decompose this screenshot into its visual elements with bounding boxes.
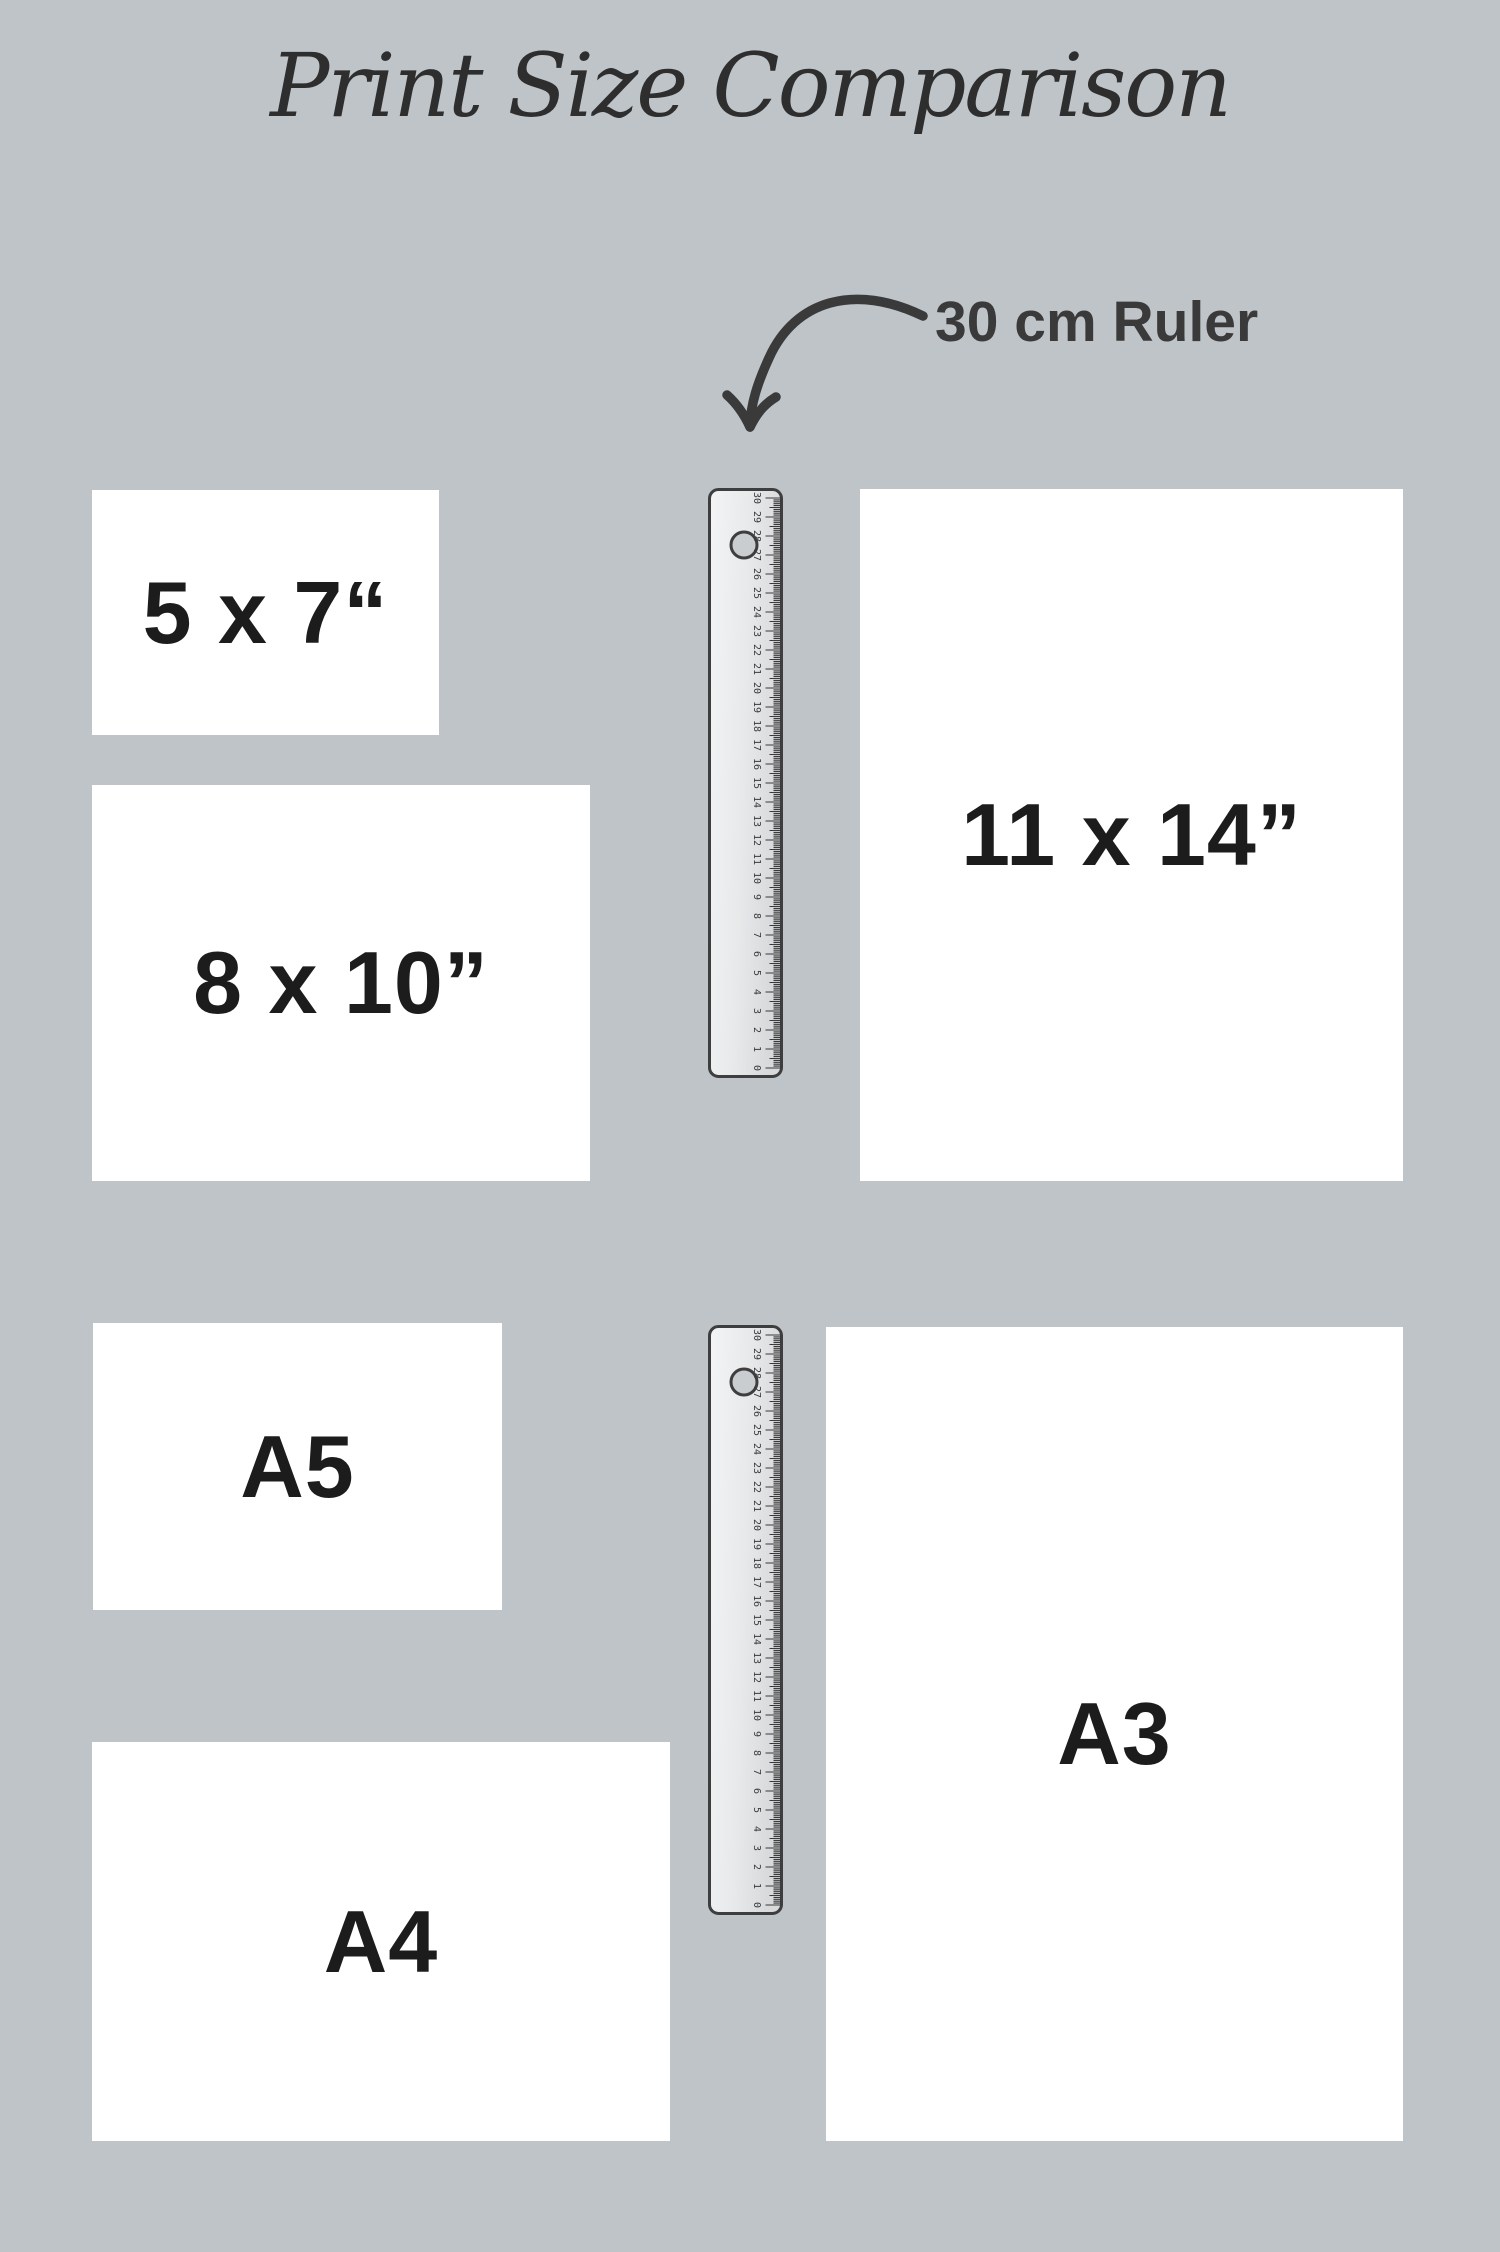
svg-text:7: 7 [751, 931, 762, 939]
svg-text:12: 12 [751, 833, 762, 847]
ruler-30cm-top [708, 488, 783, 1078]
svg-text:20: 20 [751, 1518, 762, 1532]
svg-text:9: 9 [751, 1730, 762, 1738]
svg-text:18: 18 [751, 719, 762, 733]
svg-text:21: 21 [751, 1499, 762, 1513]
svg-text:10: 10 [751, 1708, 762, 1722]
svg-text:23: 23 [751, 624, 762, 638]
svg-text:26: 26 [751, 1404, 762, 1418]
svg-text:16: 16 [751, 757, 762, 771]
svg-text:11: 11 [751, 1689, 762, 1703]
svg-text:29: 29 [751, 510, 762, 524]
svg-text:30: 30 [751, 1328, 762, 1342]
ruler-30cm-bottom [708, 1325, 783, 1915]
svg-text:4: 4 [751, 1825, 762, 1833]
svg-text:4: 4 [751, 988, 762, 996]
svg-text:0: 0 [751, 1064, 762, 1072]
curved-arrow-icon [703, 280, 931, 442]
svg-text:15: 15 [751, 1613, 762, 1627]
print-size-label-11x14: 11 x 14” [961, 785, 1302, 884]
svg-text:22: 22 [751, 1480, 762, 1494]
svg-text:9: 9 [751, 893, 762, 901]
svg-text:24: 24 [751, 1442, 762, 1456]
svg-text:8: 8 [751, 1749, 762, 1757]
svg-text:13: 13 [751, 814, 762, 828]
print-card-11x14 [860, 489, 1403, 1181]
svg-text:24: 24 [751, 605, 762, 619]
svg-text:21: 21 [751, 662, 762, 676]
print-size-label-a4: A4 [323, 1891, 439, 1991]
print-size-label-a3: A3 [1057, 1684, 1172, 1783]
print-card-5x7 [92, 490, 439, 735]
print-card-a5 [93, 1323, 502, 1610]
svg-text:26: 26 [751, 567, 762, 581]
svg-text:5: 5 [751, 1806, 762, 1814]
svg-text:16: 16 [751, 1594, 762, 1608]
svg-text:23: 23 [751, 1461, 762, 1475]
print-card-8x10 [92, 785, 590, 1181]
page-title: Print Size Comparison [270, 34, 1230, 137]
svg-text:14: 14 [751, 1632, 762, 1646]
svg-text:15: 15 [751, 776, 762, 790]
svg-text:10: 10 [751, 871, 762, 885]
svg-text:25: 25 [751, 1423, 762, 1437]
svg-text:22: 22 [751, 643, 762, 657]
print-size-label-a5: A5 [240, 1416, 355, 1516]
svg-text:27: 27 [751, 548, 762, 562]
print-size-label-8x10: 8 x 10” [193, 933, 489, 1032]
svg-text:13: 13 [751, 1651, 762, 1665]
svg-text:27: 27 [751, 1385, 762, 1399]
ruler-annotation-label: 30 cm Ruler [935, 290, 1259, 354]
svg-text:25: 25 [751, 586, 762, 600]
svg-text:1: 1 [751, 1882, 762, 1890]
svg-text:12: 12 [751, 1670, 762, 1684]
svg-text:17: 17 [751, 738, 762, 752]
svg-text:6: 6 [751, 1787, 762, 1795]
svg-text:19: 19 [751, 700, 762, 714]
svg-text:28: 28 [751, 1366, 762, 1380]
svg-text:3: 3 [751, 1007, 762, 1015]
svg-text:2: 2 [751, 1863, 762, 1871]
print-card-a4 [92, 1742, 670, 2141]
svg-text:11: 11 [751, 852, 762, 866]
svg-text:0: 0 [751, 1901, 762, 1909]
svg-text:8: 8 [751, 912, 762, 920]
print-card-a3 [826, 1327, 1403, 2141]
svg-text:2: 2 [751, 1026, 762, 1034]
svg-text:28: 28 [751, 529, 762, 543]
svg-text:14: 14 [751, 795, 762, 809]
svg-text:30: 30 [751, 491, 762, 505]
svg-text:5: 5 [751, 969, 762, 977]
print-size-label-5x7: 5 x 7“ [142, 562, 389, 662]
svg-text:6: 6 [751, 950, 762, 958]
svg-text:17: 17 [751, 1575, 762, 1589]
svg-text:1: 1 [751, 1045, 762, 1053]
svg-text:18: 18 [751, 1556, 762, 1570]
svg-text:20: 20 [751, 681, 762, 695]
svg-text:19: 19 [751, 1537, 762, 1551]
svg-text:7: 7 [751, 1768, 762, 1776]
svg-text:3: 3 [751, 1844, 762, 1852]
svg-text:29: 29 [751, 1347, 762, 1361]
